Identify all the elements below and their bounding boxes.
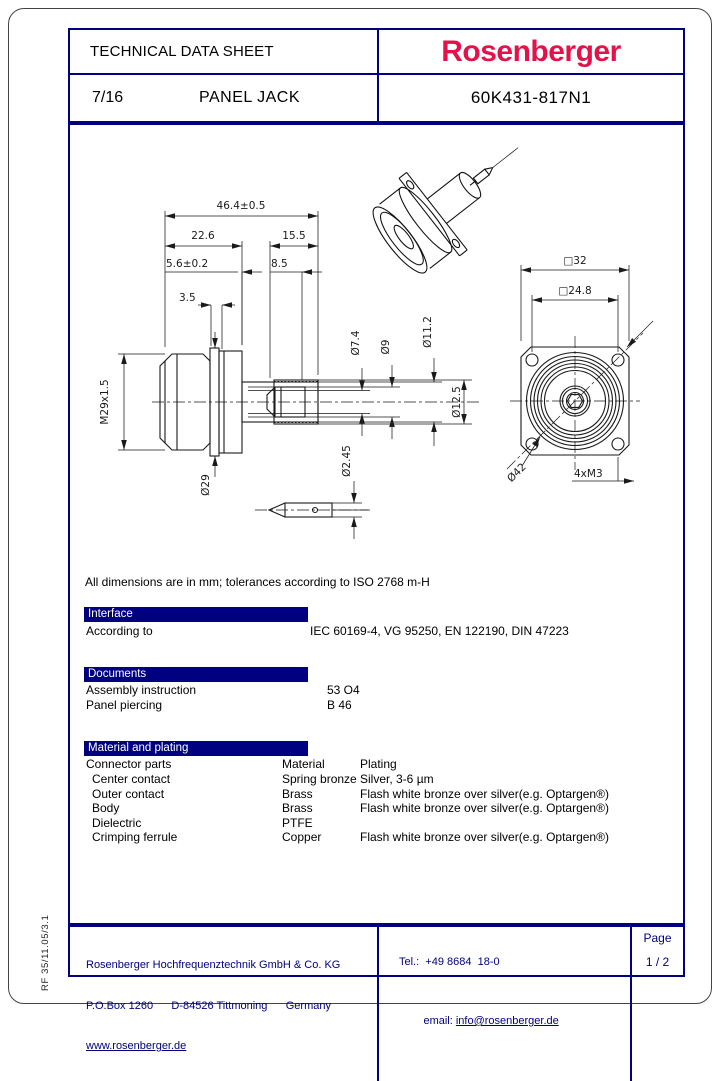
material-row-material: Spring bronze bbox=[282, 772, 357, 786]
isometric-view bbox=[360, 109, 548, 286]
dim-rear-offset: 8.5 bbox=[271, 258, 288, 270]
material-col-part: Connector parts bbox=[86, 757, 172, 771]
dim-rear-length: 15.5 bbox=[282, 230, 306, 242]
content-frame bbox=[68, 123, 685, 925]
page-number: 1 / 2 bbox=[645, 955, 670, 969]
material-row-material: Brass bbox=[282, 801, 313, 815]
rosenberger-logo: Rosenberger bbox=[441, 34, 621, 68]
material-row-plating: Silver, 3-6 µm bbox=[360, 772, 434, 786]
footer-table bbox=[68, 925, 685, 1052]
header-table bbox=[68, 28, 685, 123]
dim-total-length: 46.4±0.5 bbox=[216, 200, 266, 212]
footer-contact-cell bbox=[379, 927, 632, 1081]
document-row-label: Panel piercing bbox=[86, 698, 163, 712]
material-row-material: Copper bbox=[282, 830, 322, 844]
form-revision-code: RF 35/11.05/3.1 bbox=[40, 914, 51, 991]
page-label: Page bbox=[643, 931, 672, 945]
company-address: P.O.Box 1260 D-84526 Tittmoning Germany bbox=[86, 999, 331, 1012]
dim-envelope-dia: Ø42 bbox=[504, 460, 529, 485]
document-row-value: 53 O4 bbox=[327, 683, 360, 697]
telephone: Tel.: +49 8684 18-0 bbox=[399, 956, 500, 968]
company-name: Rosenberger Hochfrequenztechnik GmbH & Co. KG bbox=[86, 959, 341, 971]
material-col-material: Material bbox=[282, 757, 325, 771]
email-label: email: bbox=[423, 1015, 456, 1027]
material-row-plating: Flash white bronze over silver(e.g. Optargen®) bbox=[360, 786, 609, 801]
material-row-part: Body bbox=[92, 801, 120, 815]
product-name: PANEL JACK bbox=[198, 89, 301, 106]
dim-pin-dia: Ø2.45 bbox=[341, 445, 353, 477]
dimensions-note: All dimensions are in mm; tolerances according to ISO 2768 m-H bbox=[85, 575, 430, 589]
email-link[interactable]: info@rosenberger.de bbox=[455, 1015, 559, 1027]
footer-company-cell bbox=[70, 927, 379, 1081]
header-product-cell bbox=[70, 75, 379, 121]
header-logo-cell bbox=[379, 30, 683, 75]
centerlines bbox=[152, 333, 643, 510]
material-row-part: Outer contact bbox=[92, 786, 165, 801]
dim-flange-offset: 5.6±0.2 bbox=[166, 258, 209, 270]
material-col-plating: Plating bbox=[360, 757, 397, 771]
side-view bbox=[160, 348, 332, 517]
documents-section-header: Documents bbox=[84, 667, 308, 682]
part-number: 60K431-817N1 bbox=[470, 88, 592, 107]
material-row-part: Crimping ferrule bbox=[92, 830, 178, 844]
dim-thread: M29x1.5 bbox=[99, 379, 111, 425]
website-link[interactable]: www.rosenberger.de bbox=[86, 1040, 187, 1052]
dim-washer-width: 3.5 bbox=[179, 292, 196, 304]
document-title: TECHNICAL DATA SHEET bbox=[90, 43, 274, 60]
dim-bore-2: Ø9 bbox=[380, 339, 392, 355]
material-section-header: Material and plating bbox=[84, 741, 308, 756]
document-row-value: B 46 bbox=[327, 698, 352, 712]
interface-value: IEC 60169-4, VG 95250, EN 122190, DIN 47223 bbox=[310, 624, 569, 638]
dim-flange-square: □32 bbox=[563, 255, 587, 267]
footer-page-cell bbox=[632, 927, 683, 1081]
dim-bore-1: Ø7.4 bbox=[350, 330, 362, 356]
material-row-plating: Flash white bronze over silver(e.g. Optargen®) bbox=[360, 801, 609, 815]
connector-series: 7/16 bbox=[92, 89, 124, 106]
header-title-cell bbox=[70, 30, 379, 75]
dim-tube-od: Ø12.5 bbox=[451, 386, 463, 418]
dim-nut-od: Ø29 bbox=[200, 474, 212, 496]
material-row-part: Center contact bbox=[92, 772, 171, 786]
interface-label: According to bbox=[86, 624, 153, 638]
dim-front-length: 22.6 bbox=[191, 230, 215, 242]
material-row-material: PTFE bbox=[282, 815, 313, 830]
material-row-plating: Flash white bronze over silver(e.g. Optargen®) bbox=[360, 830, 609, 844]
material-row-material: Brass bbox=[282, 786, 313, 801]
dim-hole-pitch: □24.8 bbox=[558, 285, 592, 297]
document-row-label: Assembly instruction bbox=[86, 683, 197, 697]
interface-section-header: Interface bbox=[84, 607, 308, 622]
dim-mount-holes: 4xM3 bbox=[574, 468, 603, 480]
material-row-part: Dielectric bbox=[92, 815, 142, 830]
dim-bore-3: Ø11.2 bbox=[422, 316, 434, 348]
header-partnumber-cell bbox=[379, 75, 683, 121]
